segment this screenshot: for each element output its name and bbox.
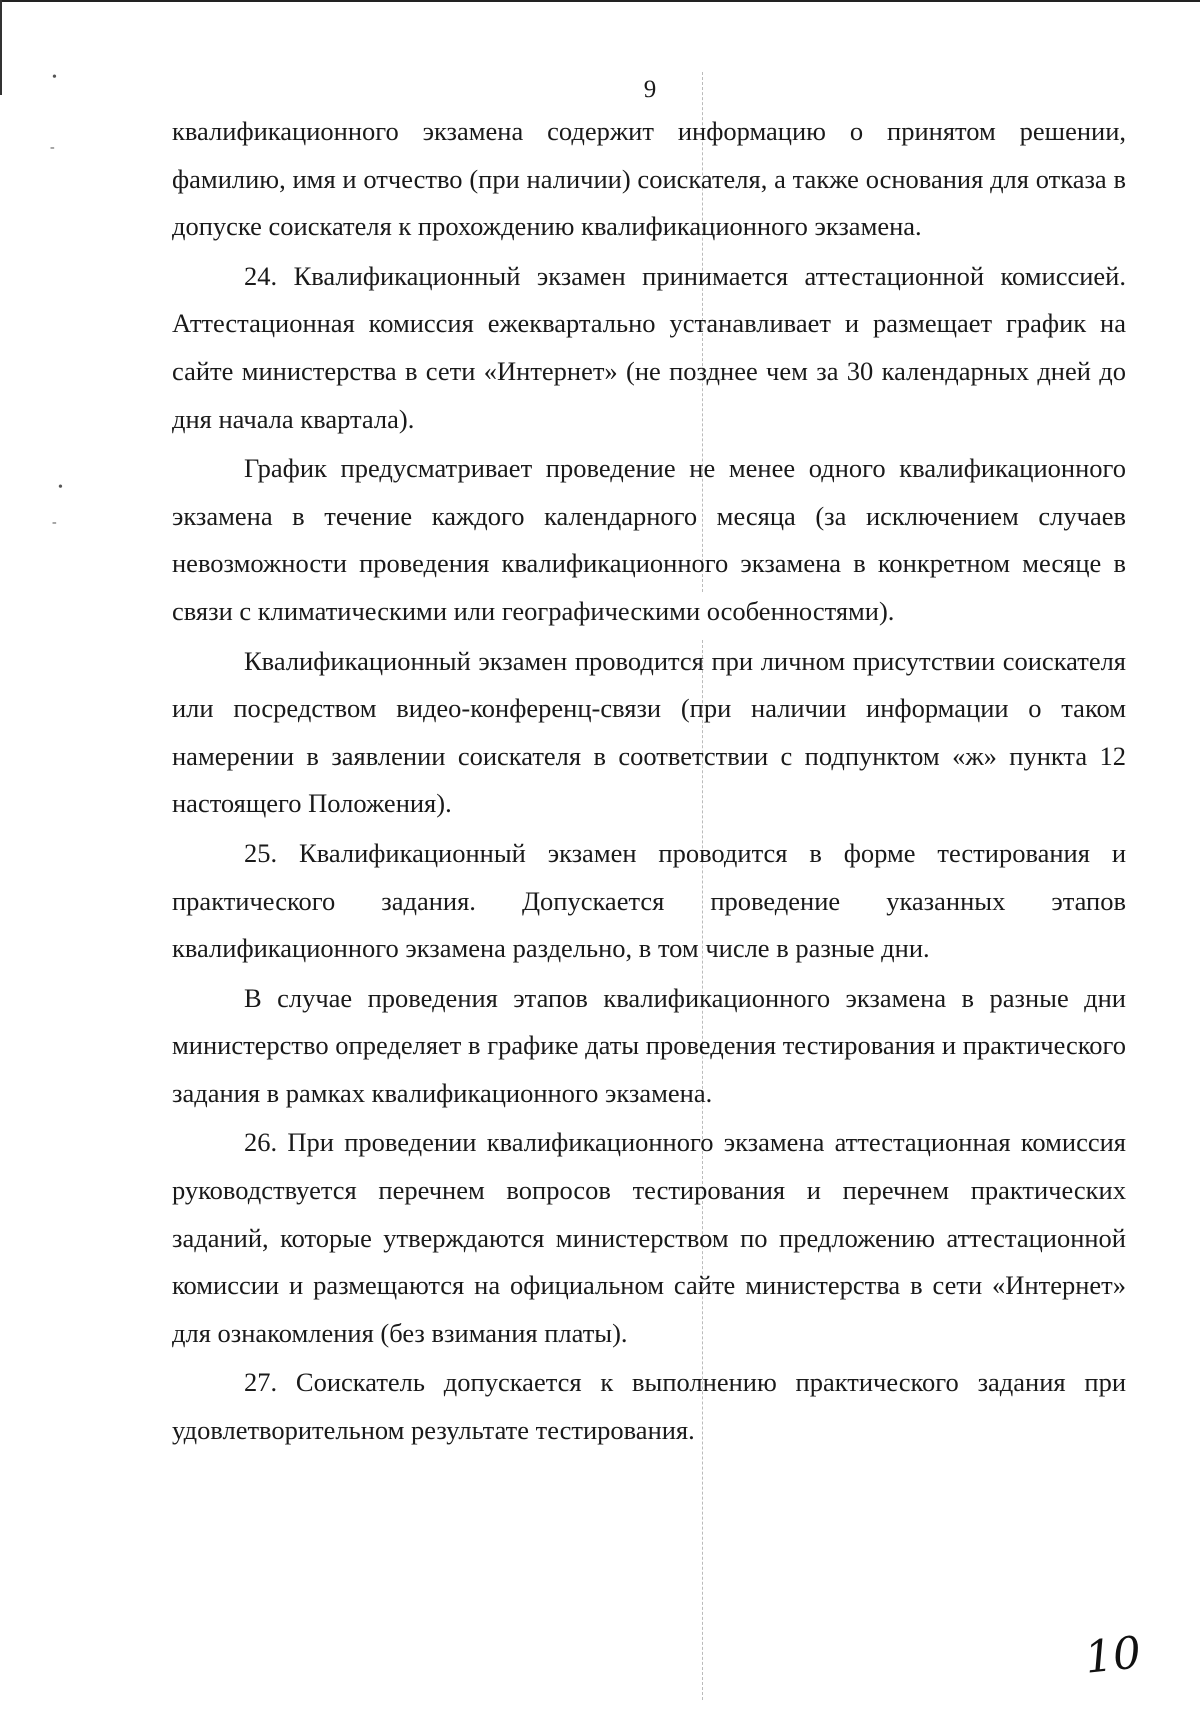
paragraph-stages: В случае проведения этапов квалификационного экзамена в разные дни министерство определяет в графике даты проведения тестирования и практического задания в рамках квалификационного экзамена. [172,982,1126,1108]
paragraph-schedule: График предусматривает проведение не менее одного квалификационного экзамена в течение каждого календарного месяца (за исключением случаев невозможности проведения квалификационного экзамена в конкретном месяце в связи с климатическими или географическими особенностями). [172,453,1126,626]
paragraph-item-27: 27. Соискатель допускается к выполнению практического задания при удовлетворительном результате тестирования. [172,1367,1126,1446]
document-body [172,108,1126,1455]
handwritten-page-number: 10 [1082,1627,1144,1684]
paragraph-item-25: 25. Квалификационный экзамен проводится в форме тестирования и практического задания. Допускается проведение указанных этапов квалификационного экзамена раздельно, в том числе в разные дни. [172,837,1126,964]
paragraph-item-24: 24. Квалификационный экзамен принимается аттестационной комиссией. Аттестационная комиссия ежеквартально устанавливает и размещает график на сайте министерства в сети «Интернет» (не позднее чем за 30 календарных дней до дня начала квартала). [172,260,1126,434]
scan-speck: • [58,480,63,495]
scan-speck: - [52,515,57,530]
page-number: 9 [643,76,657,103]
scan-speck: • [52,70,57,85]
scan-speck: - [50,140,55,155]
paragraph-item-26: 26. При проведении квалификационного экзамена аттестационная комиссия руководствуется перечнем вопросов тестирования и перечнем практических заданий, которые утверждаются министерством по предложению аттестационной комиссии и размещаются на официальном сайте министерства в сети «Интернет» для ознакомления (без взимания платы). [172,1127,1126,1348]
scan-top-border [0,0,1200,2]
paragraph-continuation: квалификационного экзамена содержит информацию о принятом решении, фамилию, имя и отчество (при наличии) соискателя, а также основания для отказа в допуске соискателя к прохождению квалификационного экзамена. [172,116,1126,242]
paragraph-presence: Квалификационный экзамен проводится при личном присутствии соискателя или посредством видео-конференц-связи (при наличии информации о таком намерении в заявлении соискателя в соответствии с подпунктом «ж» пункта 12 настоящего Положения). [172,645,1126,819]
